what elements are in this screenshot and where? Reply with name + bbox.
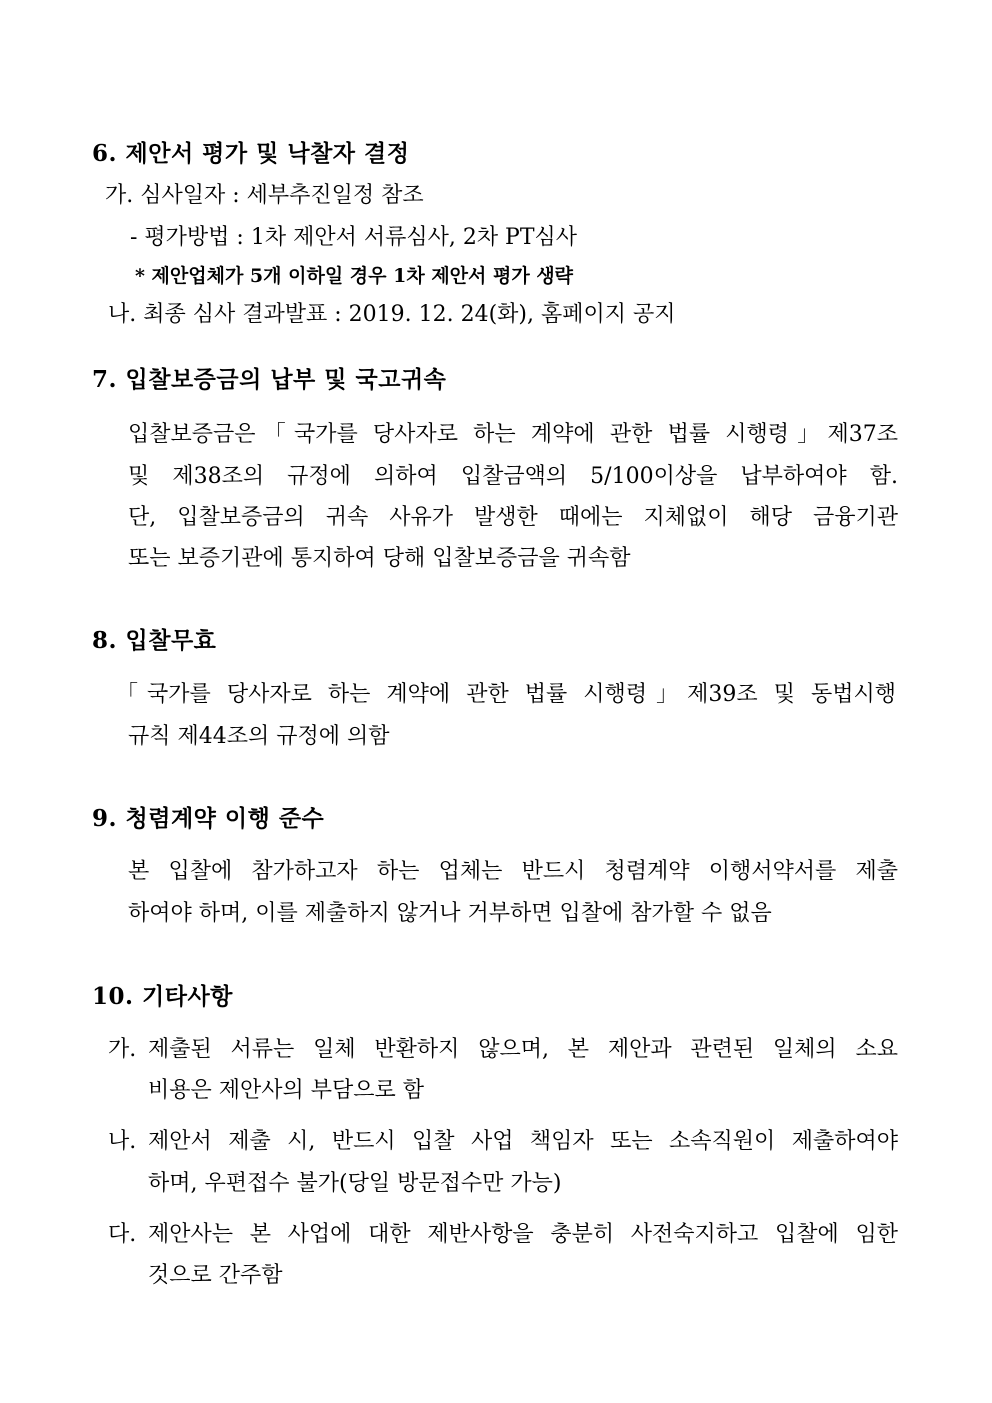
section-10-item-2-line-1: 제안서 제출 시, 반드시 입찰 사업 책임자 또는 소속직원이 제출하여야 bbox=[148, 1129, 898, 1154]
section-6-evaluation-method: - 평가방법 : 1차 제안서 서류심사, 2차 PT심사 bbox=[130, 225, 578, 250]
section-10-item-2-line-2: 하며, 우편접수 불가(당일 방문접수만 가능) bbox=[148, 1171, 562, 1196]
section-6-item-ga: 가. 심사일자 : 세부추진일정 참조 bbox=[105, 183, 424, 208]
section-10-heading: 10. 기타사항 bbox=[92, 983, 233, 1010]
section-6-heading: 6. 제안서 평가 및 낙찰자 결정 bbox=[92, 140, 410, 167]
section-7-body-line-4: 또는 보증기관에 통지하여 당해 입찰보증금을 귀속함 bbox=[128, 546, 631, 571]
section-8-heading: 8. 입찰무효 bbox=[92, 627, 217, 654]
section-7-body-line-3: 단, 입찰보증금의 귀속 사유가 발생한 때에는 지체없이 해당 금융기관 bbox=[128, 505, 898, 530]
section-10-item-marker: 나. bbox=[108, 1129, 137, 1154]
section-9-heading: 9. 청렴계약 이행 준수 bbox=[92, 805, 325, 832]
section-7-body-line-1: 입찰보증금은「국가를 당사자로 하는 계약에 관한 법률 시행령」제37조 bbox=[128, 422, 898, 447]
section-10-item-3-line-1: 제안사는 본 사업에 대한 제반사항을 충분히 사전숙지하고 입찰에 임한 bbox=[148, 1222, 898, 1247]
section-10-item-1-line-1: 제출된 서류는 일체 반환하지 않으며, 본 제안과 관련된 일체의 소요 bbox=[148, 1037, 898, 1062]
section-10-item-1-line-2: 비용은 제안사의 부담으로 함 bbox=[148, 1078, 425, 1103]
section-8-body-line-2: 규칙 제44조의 규정에 의함 bbox=[128, 724, 390, 749]
section-7-heading: 7. 입찰보증금의 납부 및 국고귀속 bbox=[92, 366, 447, 393]
section-6-note: * 제안업체가 5개 이하일 경우 1차 제안서 평가 생략 bbox=[135, 265, 574, 287]
section-9-body-line-2: 하여야 하며, 이를 제출하지 않거나 거부하면 입찰에 참가할 수 없음 bbox=[128, 901, 772, 926]
section-10-item-marker: 다. bbox=[108, 1222, 137, 1247]
section-9-body-line-1: 본 입찰에 참가하고자 하는 업체는 반드시 청렴계약 이행서약서를 제출 bbox=[128, 859, 898, 884]
section-8-body-line-1: 「국가를 당사자로 하는 계약에 관한 법률 시행령」제39조 및 동법시행 bbox=[116, 682, 896, 707]
section-6-item-na: 나. 최종 심사 결과발표 : 2019. 12. 24(화), 홈페이지 공지 bbox=[108, 302, 676, 327]
section-7-body-line-2: 및 제38조의 규정에 의하여 입찰금액의 5/100이상을 납부하여야 함. bbox=[128, 464, 898, 489]
section-10-item-3-line-2: 것으로 간주함 bbox=[148, 1263, 283, 1288]
section-10-item-marker: 가. bbox=[108, 1037, 137, 1062]
